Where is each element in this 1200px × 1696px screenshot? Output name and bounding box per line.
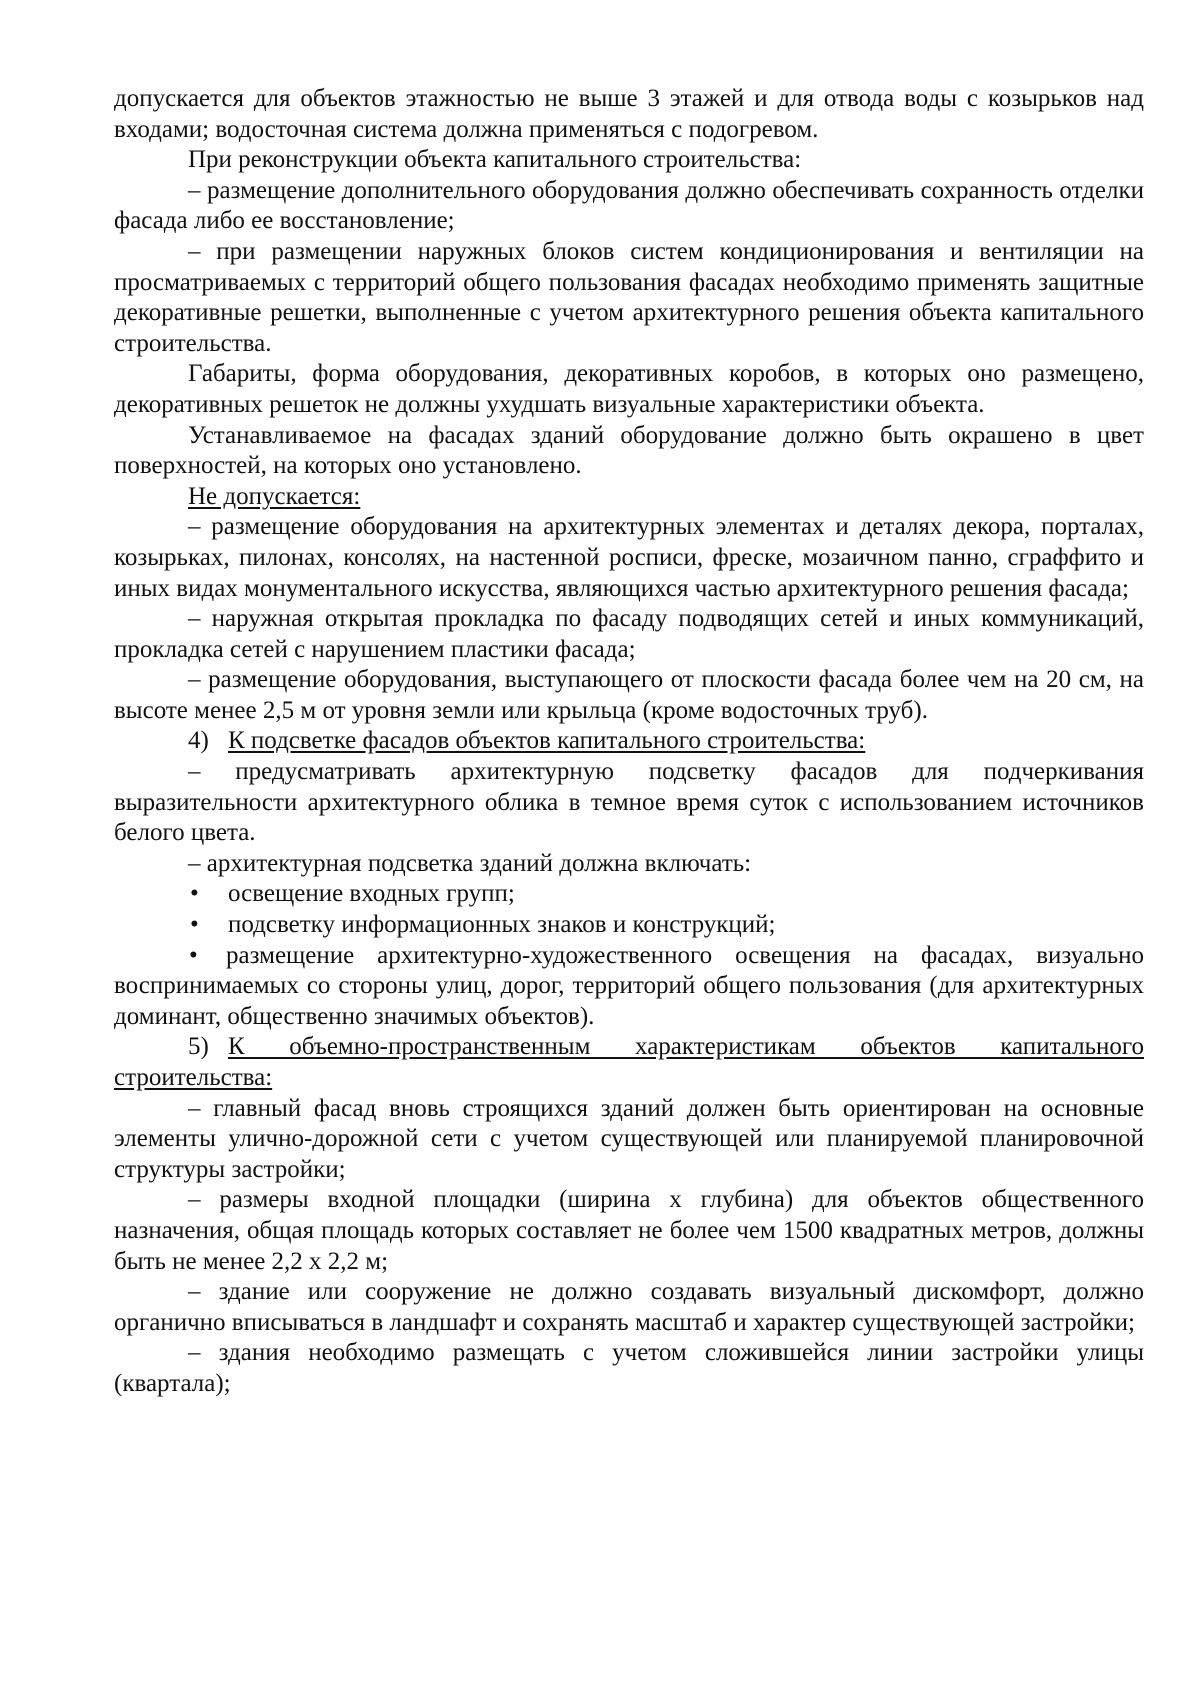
bullet-text: подсветку информационных знаков и конструкций; <box>228 911 776 939</box>
paragraph-outdoor-units: – при размещении наружных блоков систем кондиционирования и вентиляции на просматриваемых с территорий общего пользования фасадах необходимо применять защитные декоративные решетки, выполненные с учетом архитектурного решения объекта капитального строительства. <box>114 237 1144 357</box>
paragraph-not-allowed-heading <box>114 482 1144 513</box>
bullet-item <box>114 879 1144 910</box>
bullet-text: освещение входных групп; <box>228 880 515 908</box>
section-title: К объемно-пространственным характеристикам объектов капитального строительства: <box>114 1033 1144 1091</box>
paragraph-equipment-placement: – размещение дополнительного оборудования должно обеспечивать сохранность отделки фасада либо ее восстановление; <box>114 176 1144 235</box>
paragraph-lighting-provision: – предусматривать архитектурную подсветку фасадов для подчеркивания выразительности архитектурного облика в темное время суток с использованием источников белого цвета. <box>114 758 1144 847</box>
paragraph-equipment-color: Устанавливаемое на фасадах зданий оборудование должно быть окрашено в цвет поверхностей, на которых оно установлено. <box>114 421 1144 480</box>
paragraph-networks-restriction: – наружная открытая прокладка по фасаду подводящих сетей и иных коммуникаций, прокладка сетей с нарушением пластики фасада; <box>114 605 1144 663</box>
paragraph-dimensions: Габариты, форма оборудования, декоративных коробов, в которых оно размещено, декоративных решеток не должны ухудшать визуальные характеристики объекта. <box>114 360 1144 418</box>
bullet-text: размещение архитектурно-художественного освещения на фасадах, визуально воспринимаемых со стороны улиц, дорог, территорий общего пользования (для архитектурных доминант, общественно значимых объектов). <box>114 941 1144 1030</box>
bullet-icon: • <box>190 911 199 939</box>
paragraph-continuation: допускается для объектов этажностью не выше 3 этажей и для отвода воды с козырьков над входами; водосточная система должна применяться с подогревом. <box>114 85 1144 143</box>
bullet-item <box>114 910 1144 941</box>
paragraph-building-line: – здания необходимо размещать с учетом сложившейся линии застройки улицы (квартала); <box>114 1339 1144 1397</box>
bullet-icon: • <box>189 941 198 969</box>
section-number: 4) <box>188 727 209 755</box>
bullet-icon: • <box>190 880 199 908</box>
paragraph-reconstruction-heading: При реконструкции объекта капитального строительства: <box>188 146 802 174</box>
paragraph-main-facade: – главный фасад вновь строящихся зданий должен быть ориентирован на основные элементы улично-дорожной сети с учетом существующей или планируемой планировочной структуры застройки; <box>114 1094 1144 1183</box>
paragraph-decor-restriction: – размещение оборудования на архитектурных элементах и деталях декора, порталах, козырьках, пилонах, консолях, на настенной росписи, фреске, мозаичном панно, сграффито и иных видах монументального искусства, являющихся частью архитектурного решения фасада; <box>114 513 1144 602</box>
paragraph-protrusion-restriction: – размещение оборудования, выступающего от плоскости фасада более чем на 20 см, на высоте менее 2,5 м от уровня земли или крыльца (кроме водосточных труб). <box>114 666 1144 724</box>
not-allowed-label: Не допускается: <box>188 482 361 510</box>
section-title: К подсветке фасадов объектов капитального строительства: <box>228 727 866 755</box>
bullet-item <box>114 941 1144 1033</box>
paragraph-lighting-includes: – архитектурная подсветка зданий должна включать: <box>188 849 752 877</box>
section-5-heading <box>114 1032 1144 1093</box>
section-number: 5) <box>188 1033 209 1061</box>
paragraph-visual-comfort: – здание или сооружение не должно создавать визуальный дискомфорт, должно органично вписываться в ландшафт и сохранять масштаб и характер существующей застройки; <box>114 1278 1144 1336</box>
section-4-heading <box>114 726 1144 757</box>
paragraph-entrance-size: – размеры входной площадки (ширина х глубина) для объектов общественного назначения, общая площадь которых составляет не более чем 1500 квадратных метров, должны быть не менее 2,2 х 2,2 м; <box>114 1186 1144 1275</box>
